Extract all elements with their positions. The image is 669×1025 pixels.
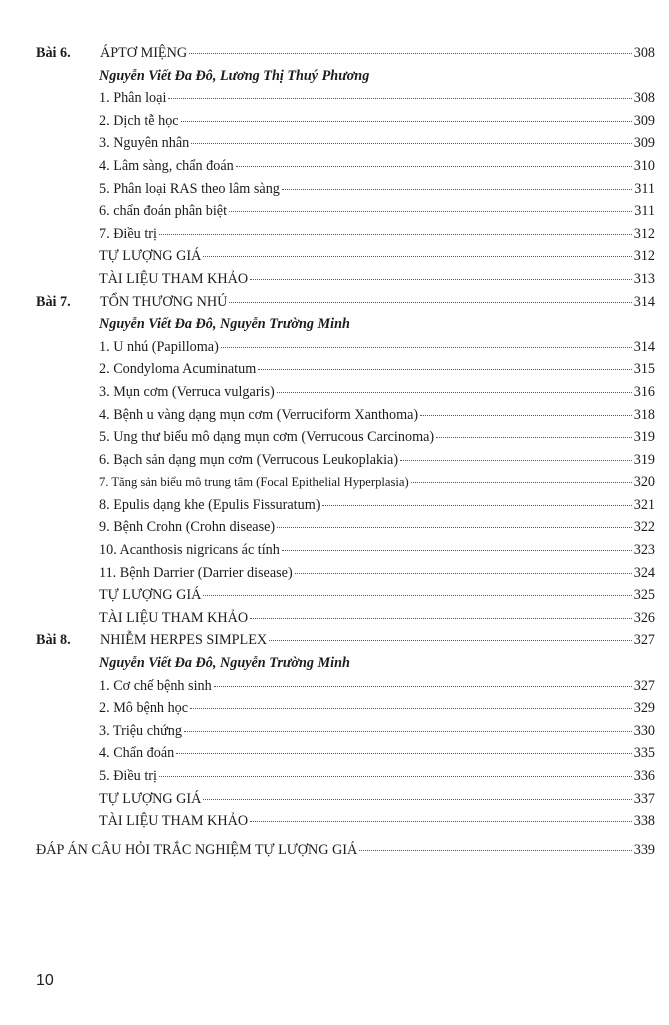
dot-leader [203,256,631,257]
toc-entry-page: 327 [633,677,655,694]
toc-entry-text: 3. Triệu chứng [99,722,182,739]
toc-entry-page: 329 [633,700,655,717]
toc-entry-text: 4. Lâm sàng, chẩn đoán [99,157,234,174]
dot-leader [236,166,632,167]
toc-entry-text: TÀI LIỆU THAM KHẢO [99,813,249,830]
toc-entry-page: 335 [633,745,655,762]
chapter-authors-row [0,65,669,88]
dot-leader [229,211,632,212]
dot-leader [176,753,631,754]
toc-entry[interactable] [0,155,669,178]
dot-leader [282,550,632,551]
chapter-page: 327 [633,632,655,649]
toc-entry[interactable] [0,449,669,472]
toc-entry-page: 338 [633,813,655,830]
toc-entry-text: TỰ LƯỢNG GIÁ [99,790,202,807]
toc-entry[interactable] [0,562,669,585]
toc-entry-page: 319 [633,451,655,468]
dot-leader [420,415,632,416]
toc-entry-text: 3. Nguyên nhân [99,135,190,152]
dot-leader [168,98,631,99]
toc-entry[interactable] [0,200,669,223]
answer-key-page: 339 [633,841,655,858]
toc-entry[interactable] [0,607,669,630]
toc-entry[interactable] [0,742,669,765]
toc-entry[interactable] [0,788,669,811]
toc-entry-page: 318 [633,406,655,423]
toc-entry-page: 313 [633,270,655,287]
toc-entry-page: 312 [633,225,655,242]
dot-leader [277,527,632,528]
dot-leader [203,799,631,800]
chapter-row[interactable] [0,42,669,65]
table-of-contents [0,42,669,861]
chapter-row[interactable] [0,291,669,314]
dot-leader [250,821,632,822]
toc-entry-page: 320 [633,474,655,491]
toc-entry[interactable] [0,110,669,133]
toc-entry-text: 10. Acanthosis nigricans ác tính [99,542,280,559]
toc-entry-text: 1. Phân loại [99,90,167,107]
chapter-authors: Nguyễn Viết Đa Đô, Nguyễn Trường Minh [99,316,350,333]
toc-entry[interactable] [0,426,669,449]
toc-entry-text: 2. Condyloma Acuminatum [99,361,257,378]
toc-entry[interactable] [0,245,669,268]
dot-leader [400,460,632,461]
toc-entry-page: 311 [634,180,655,197]
chapter-label: Bài 8. [36,632,71,649]
toc-entry[interactable] [0,765,669,788]
dot-leader [159,776,632,777]
toc-entry-page: 330 [633,722,655,739]
toc-entry[interactable] [0,358,669,381]
toc-entry-text: 2. Dịch tễ học [99,112,179,129]
toc-entry[interactable] [0,268,669,291]
toc-entry[interactable] [0,404,669,427]
toc-entry-page: 319 [633,429,655,446]
dot-leader [411,482,632,483]
toc-entry-text: 6. Bạch sản dạng mụn cơm (Verrucous Leukoplakia) [99,451,399,468]
dot-leader [258,369,631,370]
chapter-authors-row [0,313,669,336]
page-number: 10 [36,972,54,989]
dot-leader [322,505,631,506]
toc-entry[interactable] [0,584,669,607]
dot-leader [189,53,632,54]
chapter-page: 314 [633,293,655,310]
toc-entry-page: 322 [633,519,655,536]
toc-entry[interactable] [0,336,669,359]
toc-entry-page: 316 [633,383,655,400]
dot-leader [181,121,632,122]
toc-entry-text: 11. Bệnh Darrier (Darrier disease) [99,564,293,581]
toc-entry-page: 308 [633,90,655,107]
dot-leader [191,143,631,144]
chapter-title: NHIỄM HERPES SIMPLEX [100,632,268,649]
toc-entry[interactable] [0,516,669,539]
toc-entry-page: 336 [633,768,655,784]
toc-entry[interactable] [0,132,669,155]
toc-entry-text: 5. Ung thư biểu mô dạng mụn cơm (Verrucous Carcinoma) [99,429,435,446]
dot-leader [229,302,631,303]
dot-leader [436,437,632,438]
toc-entry[interactable] [0,381,669,404]
dot-leader [203,595,631,596]
toc-entry[interactable] [0,471,669,494]
toc-entry-text: 7. Điều trị [99,225,157,242]
chapter-label: Bài 7. [36,293,71,310]
chapter-page: 308 [633,45,655,61]
dot-leader [359,850,631,851]
answer-key-text: ĐÁP ÁN CÂU HỎI TRẮC NGHIỆM TỰ LƯỢNG GIÁ [36,841,358,858]
toc-entry-text: 3. Mụn cơm (Verruca vulgaris) [99,383,275,400]
toc-entry-text: 5. Điều trị [99,768,157,784]
toc-entry[interactable] [0,697,669,720]
chapter-label: Bài 6. [36,45,71,61]
toc-entry[interactable] [0,720,669,743]
dot-leader [277,392,632,393]
toc-entry[interactable] [0,178,669,201]
chapter-authors: Nguyễn Viết Đa Đô, Nguyễn Trường Minh [99,655,350,672]
answer-key-entry[interactable] [0,839,669,862]
toc-entry[interactable] [0,539,669,562]
toc-entry[interactable] [0,87,669,110]
toc-entry-text: TỰ LƯỢNG GIÁ [99,248,202,265]
dot-leader [184,731,632,732]
chapter-title: TỔN THƯƠNG NHÚ [100,293,228,310]
toc-entry-text: 5. Phân loại RAS theo lâm sàng [99,180,280,197]
toc-entry-text: 4. Chẩn đoán [99,745,175,762]
dot-leader [250,279,632,280]
toc-entry-page: 325 [633,587,655,604]
dot-leader [214,686,632,687]
dot-leader [282,189,632,190]
toc-entry-page: 309 [633,135,655,152]
toc-entry-text: 1. Cơ chế bệnh sinh [99,677,212,694]
toc-entry-text: 2. Mô bệnh học [99,700,189,717]
dot-leader [190,708,632,709]
chapter-authors: Nguyễn Viết Đa Đô, Lương Thị Thuý Phương [99,67,370,84]
chapter-title: ÁPTƠ MIỆNG [100,45,188,61]
toc-entry-text: 7. Tăng sản biểu mô trung tâm (Focal Epithelial Hyperplasia) [99,475,409,490]
toc-entry-text: 6. chẩn đoán phân biệt [99,203,228,220]
dot-leader [269,640,632,641]
toc-entry-page: 324 [633,564,655,581]
toc-entry[interactable] [0,675,669,698]
toc-entry-text: TỰ LƯỢNG GIÁ [99,587,202,604]
toc-entry-page: 310 [633,157,655,174]
toc-entry-text: TÀI LIỆU THAM KHẢO [99,609,249,626]
toc-entry-text: 8. Epulis dạng khe (Epulis Fissuratum) [99,496,321,513]
dot-leader [295,573,632,574]
dot-leader [159,234,632,235]
toc-entry[interactable] [0,223,669,246]
toc-entry-page: 312 [633,248,655,265]
toc-entry-page: 323 [633,542,655,559]
toc-entry-page: 315 [633,361,655,378]
toc-entry[interactable] [0,810,669,833]
chapter-authors-row [0,652,669,675]
toc-entry-page: 314 [633,338,655,355]
toc-entry-text: TÀI LIỆU THAM KHẢO [99,270,249,287]
dot-leader [221,347,632,348]
chapter-row[interactable] [0,629,669,652]
dot-leader [250,618,632,619]
toc-entry-page: 321 [633,496,655,513]
toc-entry-page: 309 [633,112,655,129]
toc-entry-page: 311 [634,203,655,220]
toc-entry[interactable] [0,494,669,517]
toc-entry-text: 1. U nhú (Papilloma) [99,338,219,355]
toc-entry-page: 337 [633,790,655,807]
toc-entry-text: 9. Bệnh Crohn (Crohn disease) [99,519,276,536]
toc-entry-text: 4. Bệnh u vàng dạng mụn cơm (Verruciform Xanthoma) [99,406,419,423]
toc-entry-page: 326 [633,609,655,626]
